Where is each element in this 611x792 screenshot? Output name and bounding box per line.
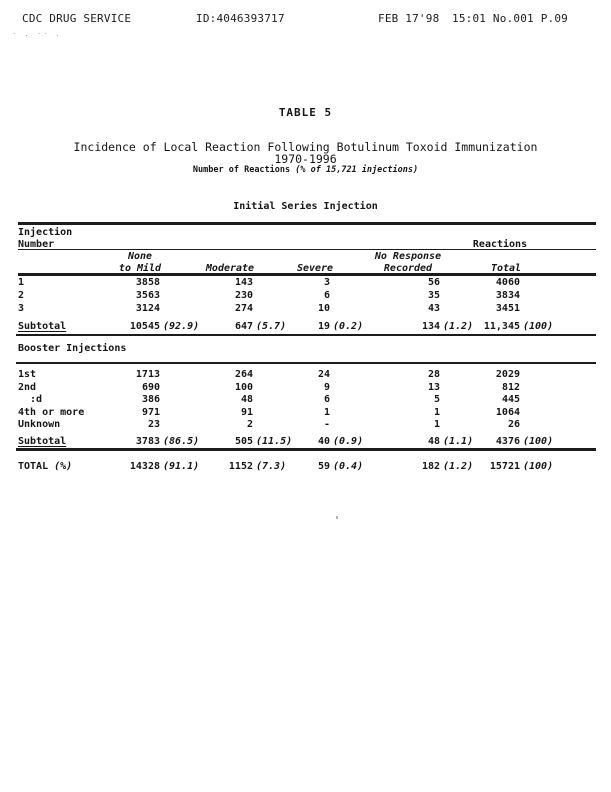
column-header-moderate: Moderate (205, 263, 255, 274)
percent: (92.9) (163, 321, 200, 332)
cell-severe (250, 419, 330, 430)
value: 28 (427, 369, 440, 380)
column-header-reactions: Reactions (472, 239, 528, 250)
value: 19 (317, 321, 330, 332)
row-label: 3 (18, 303, 25, 314)
value: 14328 (129, 461, 160, 472)
document-title: Incidence of Local Reaction Following Botulinum Toxoid Immunization (73, 140, 538, 154)
cell-total (420, 382, 520, 393)
cell-none-to-mild (60, 382, 160, 393)
section-heading-initial-series: Initial Series Injection (233, 201, 378, 212)
value: 445 (501, 394, 520, 405)
percent: (0.4) (333, 461, 364, 472)
value: 3 (323, 277, 330, 288)
cell-moderate (173, 303, 253, 314)
row-label: 1 (18, 277, 25, 288)
table-row-booster-subtotal (0, 436, 611, 448)
cell-total (420, 461, 554, 472)
value: 9 (323, 382, 330, 393)
value: 11,345 (483, 321, 520, 332)
cell-none-to-mild (60, 321, 200, 332)
column-header-total: Total (490, 263, 522, 274)
stub-header-number: Number (18, 239, 55, 250)
value: - (323, 419, 330, 430)
cell-total (420, 407, 520, 418)
cell-moderate (173, 321, 287, 332)
table-row-booster-4th-or-more (0, 407, 611, 419)
cell-none-to-mild (60, 419, 160, 430)
table-rule-under-initial-subtotal (16, 334, 596, 336)
value: 10 (317, 303, 330, 314)
table-row-booster-2nd (0, 382, 611, 394)
cell-moderate (173, 382, 253, 393)
cell-total (420, 419, 520, 430)
cell-none-to-mild (60, 290, 160, 301)
cell-total (420, 436, 554, 447)
value: 386 (141, 394, 160, 405)
value: 647 (234, 321, 253, 332)
column-header-to-mild: to Mild (118, 263, 162, 274)
value: 2 (246, 419, 253, 430)
percent: (1.2) (443, 461, 474, 472)
cell-total (420, 369, 520, 380)
table-row-grand-total (0, 461, 611, 473)
cell-none-to-mild (60, 277, 160, 288)
cell-severe (250, 461, 364, 472)
row-label: 2nd (18, 382, 37, 393)
table-row-booster-unknown (0, 419, 611, 431)
value: 6 (323, 290, 330, 301)
cell-none-to-mild (60, 461, 200, 472)
value: 59 (317, 461, 330, 472)
row-label: 1st (18, 369, 37, 380)
value: 505 (234, 436, 253, 447)
cell-severe (250, 277, 330, 288)
table-row-initial-3 (0, 303, 611, 315)
percent: (100) (523, 461, 554, 472)
fax-time-page: 15:01 No.001 P.09 (452, 12, 568, 25)
value: 91 (240, 407, 253, 418)
value: 1 (323, 407, 330, 418)
scan-artifact-marks: · . ·· . (12, 30, 62, 38)
value: 24 (317, 369, 330, 380)
value: 56 (427, 277, 440, 288)
percent: (1.1) (443, 436, 474, 447)
percent: (100) (523, 436, 554, 447)
row-label: 2 (18, 290, 25, 301)
value: 1713 (135, 369, 160, 380)
total-label: TOTAL (18, 461, 49, 472)
cell-moderate (173, 369, 253, 380)
table-rule-above-booster-rows (16, 362, 596, 364)
cell-severe (250, 321, 364, 332)
cell-total (420, 394, 520, 405)
cell-moderate (173, 277, 253, 288)
value: 13 (427, 382, 440, 393)
cell-severe (250, 382, 330, 393)
percent: (100) (523, 321, 554, 332)
row-label: :d (18, 394, 43, 405)
value: 182 (421, 461, 440, 472)
value: 6 (323, 394, 330, 405)
cell-severe (250, 407, 330, 418)
fax-sender: CDC DRUG SERVICE (22, 12, 132, 25)
table-rule-top (18, 222, 596, 225)
column-header-no-response: No Response (374, 251, 442, 262)
cell-total (420, 277, 520, 288)
cell-severe (250, 290, 330, 301)
row-label-subtotal: Subtotal (18, 321, 67, 332)
table-row-initial-1 (0, 277, 611, 289)
cell-severe (250, 394, 330, 405)
value: 4060 (495, 277, 520, 288)
value: 35 (427, 290, 440, 301)
value: 100 (234, 382, 253, 393)
value: 3834 (495, 290, 520, 301)
value: 1 (433, 419, 440, 430)
scan-speck (336, 516, 338, 519)
cell-moderate (173, 436, 293, 447)
subtitle-parenthetical: (% of 15,721 injections) (295, 165, 419, 175)
value: 43 (427, 303, 440, 314)
section-heading-booster: Booster Injections (18, 343, 127, 354)
value: 3124 (135, 303, 160, 314)
value: 230 (234, 290, 253, 301)
cell-none-to-mild (60, 407, 160, 418)
percent: (0.9) (333, 436, 364, 447)
value: 264 (234, 369, 253, 380)
percent: (91.1) (163, 461, 200, 472)
subtitle-main: Number of Reactions (192, 165, 291, 175)
table-row-booster-1st (0, 369, 611, 381)
cell-moderate (173, 394, 253, 405)
cell-total (420, 290, 520, 301)
value: 812 (501, 382, 520, 393)
cell-moderate (173, 290, 253, 301)
fax-date: FEB 17'98 (378, 12, 440, 25)
cell-none-to-mild (60, 436, 200, 447)
cell-moderate (173, 461, 287, 472)
column-header-none: None (127, 251, 153, 262)
value: 134 (421, 321, 440, 332)
cell-none-to-mild (60, 303, 160, 314)
cell-severe (250, 303, 330, 314)
row-label-subtotal: Subtotal (18, 436, 67, 447)
value: 2029 (495, 369, 520, 380)
value: 3451 (495, 303, 520, 314)
cell-none-to-mild (60, 394, 160, 405)
value: 1064 (495, 407, 520, 418)
value: 690 (141, 382, 160, 393)
percent: (1.2) (443, 321, 474, 332)
title-subtitle (0, 165, 611, 175)
value: 26 (507, 419, 520, 430)
cell-moderate (173, 407, 253, 418)
table-number-label: TABLE 5 (278, 106, 333, 119)
value: 274 (234, 303, 253, 314)
value: 48 (240, 394, 253, 405)
percent: (86.5) (163, 436, 200, 447)
value: 15721 (489, 461, 520, 472)
cell-severe (250, 369, 330, 380)
value: 40 (317, 436, 330, 447)
value: 143 (234, 277, 253, 288)
value: 10545 (129, 321, 160, 332)
percent: (0.2) (333, 321, 364, 332)
value: 48 (427, 436, 440, 447)
total-label-paren: (%) (54, 461, 73, 472)
table-row-initial-subtotal (0, 321, 611, 333)
value: 3858 (135, 277, 160, 288)
cell-none-to-mild (60, 369, 160, 380)
value: 23 (147, 419, 160, 430)
percent: (7.3) (256, 461, 287, 472)
table-row-initial-2 (0, 290, 611, 302)
column-header-recorded: Recorded (383, 263, 433, 274)
value: 1152 (228, 461, 253, 472)
percent: (5.7) (256, 321, 287, 332)
row-label: Unknown (18, 419, 61, 430)
title-years: 1970-1996 (274, 152, 337, 166)
value: 971 (141, 407, 160, 418)
stub-header-injection: Injection (18, 227, 73, 238)
cell-severe (250, 436, 364, 447)
value: 4376 (495, 436, 520, 447)
fax-id: ID:4046393717 (196, 12, 285, 25)
value: 3783 (135, 436, 160, 447)
row-label: 4th or more (18, 407, 85, 418)
percent: (11.5) (256, 436, 293, 447)
table-rule-under-booster-subtotal (16, 448, 596, 451)
column-header-severe: Severe (296, 263, 334, 274)
value: 5 (433, 394, 440, 405)
cell-total (420, 321, 554, 332)
cell-total (420, 303, 520, 314)
value: 3563 (135, 290, 160, 301)
cell-moderate (173, 419, 253, 430)
table-row-booster-3rd (0, 394, 611, 406)
value: 1 (433, 407, 440, 418)
